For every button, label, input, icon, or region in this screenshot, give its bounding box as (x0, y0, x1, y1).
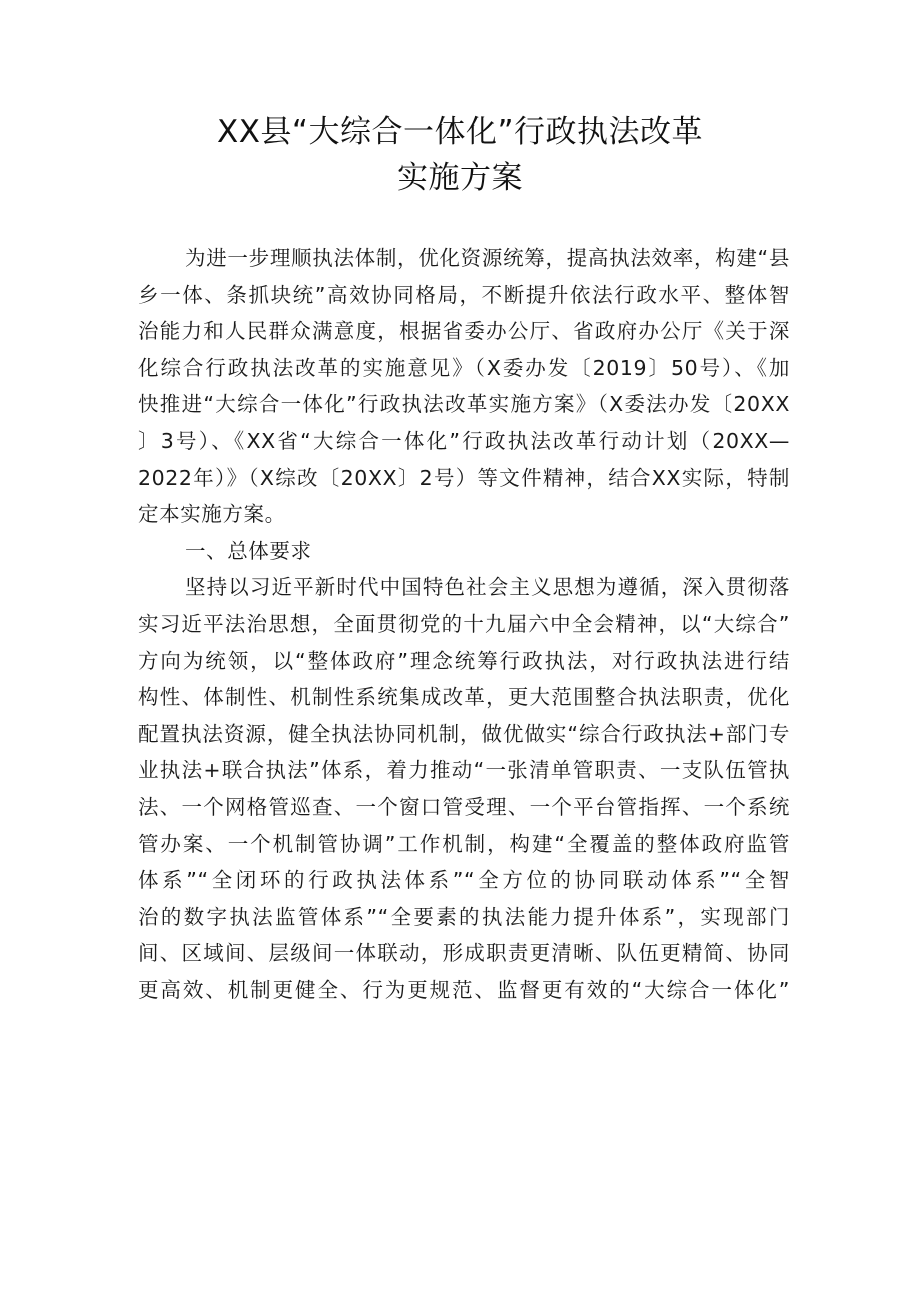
text-line: 治能力和人民群众满意度，根据省委办公厅、省政府办公厅《关于深 (138, 319, 790, 344)
section-heading-text: 一、总体要求 (185, 538, 312, 563)
document-body (138, 240, 790, 1008)
text-line: 化综合行政执法改革的实施意见》（X委办发〔2019〕50号）、《加 (138, 355, 790, 380)
paragraph-general-requirements (138, 569, 790, 1008)
paragraph-intro (138, 240, 790, 533)
document-title-line-2: 实施方案 (397, 160, 523, 196)
text-line: 坚持以习近平新时代中国特色社会主义思想为遵循，深入贯彻落 (185, 575, 790, 600)
text-line: 构性、体制性、机制性系统集成改革，更大范围整合执法职责，优化 (138, 685, 790, 710)
text-line: 〕3号）、《XX省“大综合一体化”行政执法改革行动计划（20XX— (138, 428, 790, 453)
document-title-line-1: XX县“大综合一体化”行政执法改革 (216, 114, 704, 150)
text-line: 体系”“全闭环的行政执法体系”“全方位的协同联动体系”“全智 (138, 868, 790, 893)
text-line: 治的数字执法监管体系”“全要素的执法能力提升体系”，实现部门 (138, 904, 790, 929)
text-line: 快推进“大综合一体化”行政执法改革实施方案》（X委法办发〔20XX (138, 392, 790, 417)
text-line: 实习近平法治思想，全面贯彻党的十九届六中全会精神，以“大综合” (138, 611, 790, 636)
text-line: 2022年）》（X综改〔20XX〕2号）等文件精神，结合XX实际，特制 (138, 465, 790, 490)
text-line: 定本实施方案。 (138, 502, 286, 527)
text-line: 法、一个网格管巡查、一个窗口管受理、一个平台管指挥、一个系统 (138, 794, 790, 819)
text-line: 管办案、一个机制管协调”工作机制，构建“全覆盖的整体政府监管 (138, 831, 790, 856)
text-line: 为进一步理顺执法体制，优化资源统筹，提高执法效率，构建“县 (185, 246, 790, 270)
text-line: 更高效、机制更健全、行为更规范、监督更有效的“大综合一体化” (138, 977, 790, 1002)
section-heading (138, 533, 790, 570)
text-line: 配置执法资源，健全执法协同机制，做优做实“综合行政执法+部门专 (138, 721, 790, 746)
text-line: 方向为统领，以“整体政府”理念统筹行政执法，对行政执法进行结 (138, 648, 790, 673)
text-line: 乡一体、条抓块统”高效协同格局，不断提升依法行政水平、整体智 (138, 282, 790, 307)
text-line: 间、区域间、层级间一体联动，形成职责更清晰、队伍更精简、协同 (138, 941, 790, 966)
text-line: 业执法+联合执法”体系，着力推动“一张清单管职责、一支队伍管执 (138, 758, 790, 783)
